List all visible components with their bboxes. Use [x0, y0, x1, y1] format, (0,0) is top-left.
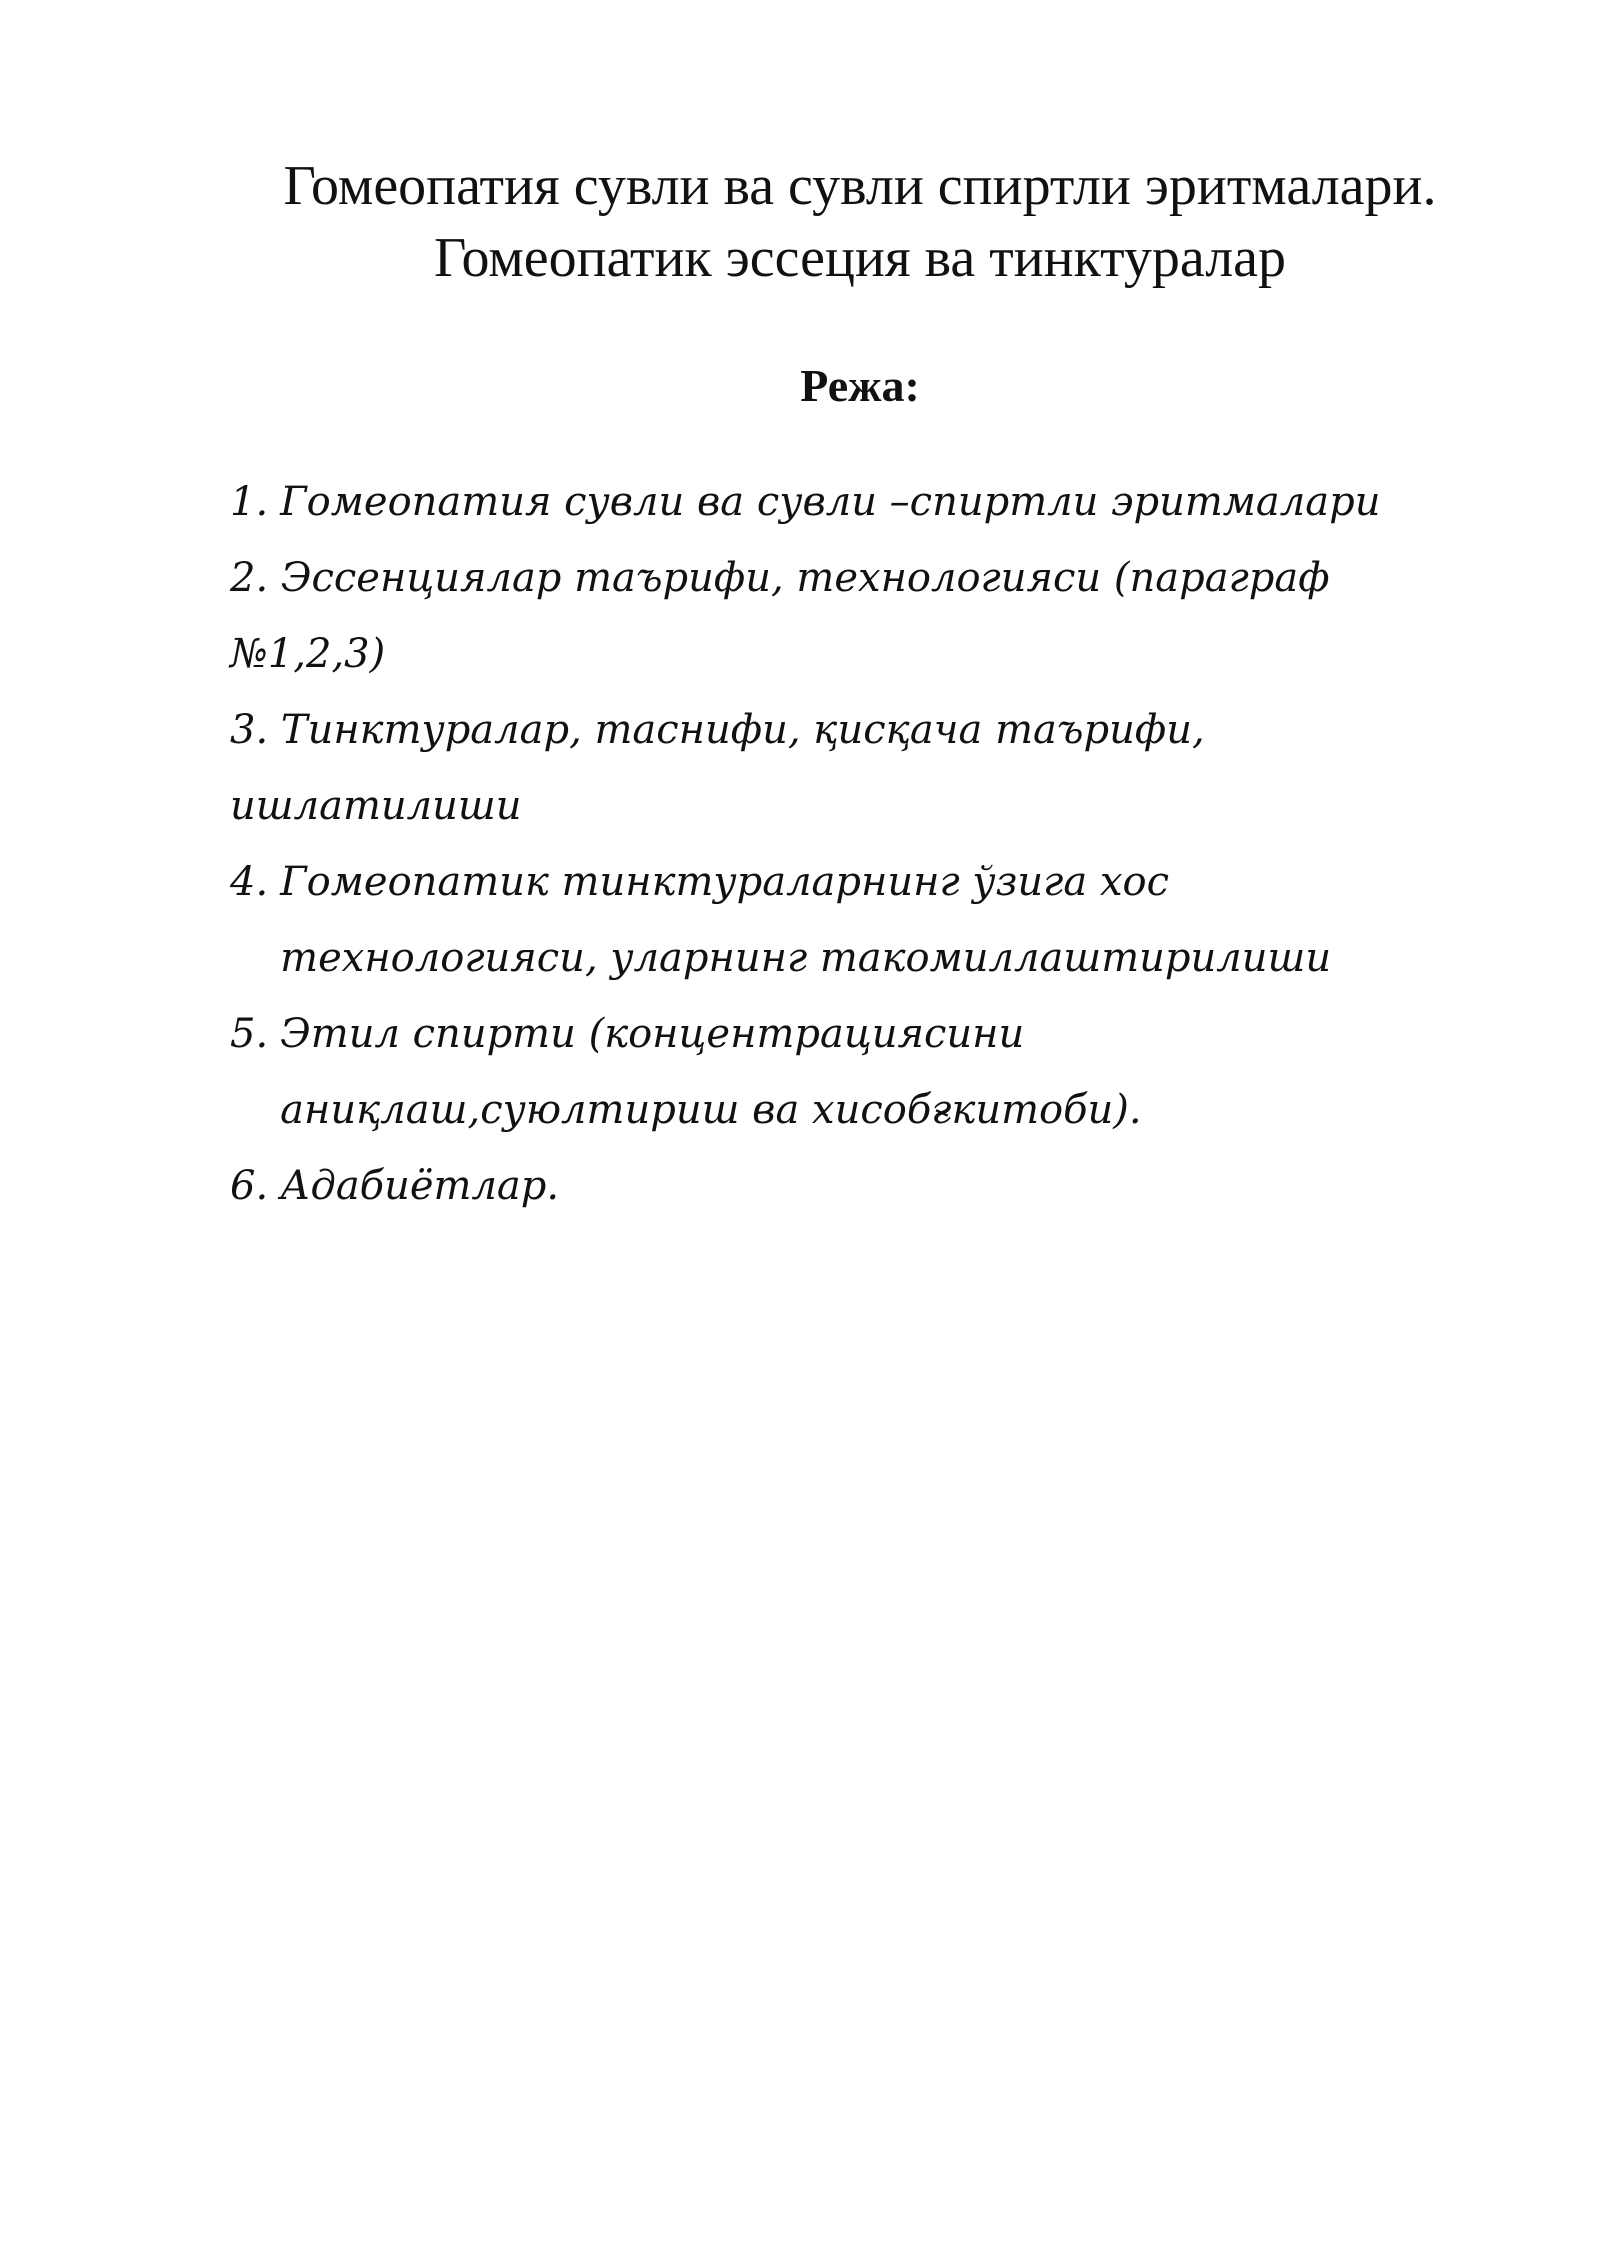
- plan-item-4: [230, 844, 1480, 996]
- plan-list: [230, 464, 1480, 1224]
- plan-item-6: [230, 1148, 1480, 1224]
- plan-item-text: [280, 1148, 1480, 1224]
- plan-item-5: [230, 996, 1480, 1148]
- plan-item-line: аниқлаш,суюлтириш ва хисобғкитоби).: [280, 1087, 1142, 1133]
- plan-item-line: технологияси, уларнинг такомиллаштирилиши: [280, 935, 1332, 981]
- plan-item-number: 5.: [230, 1011, 269, 1057]
- plan-item-number: 3.: [230, 707, 269, 753]
- plan-item-1: [230, 464, 1480, 540]
- plan-item-line: Тинктуралар, таснифи, қисқача таърифи,: [280, 707, 1205, 753]
- plan-item-line: №1,2,3): [230, 631, 386, 677]
- plan-item-line: ишлатилиши: [230, 783, 522, 829]
- plan-item-text: [280, 844, 1480, 996]
- plan-item-line: Гомеопатик тинктураларнинг ўзига хос: [280, 859, 1169, 905]
- plan-item-line: Этил спирти (концентрациясини: [280, 1011, 1025, 1057]
- plan-item-line: Гомеопатия сувли ва сувли –спиртли эритмалари: [280, 479, 1381, 525]
- plan-item-line: Эссенциялар таърифи, технологияси (параграф: [280, 555, 1330, 601]
- plan-item-number: 6.: [230, 1163, 269, 1209]
- plan-item-number: 2.: [230, 555, 269, 601]
- plan-item-number: 1.: [230, 479, 269, 525]
- plan-item-2: [230, 540, 1480, 692]
- plan-item-text: [280, 464, 1480, 540]
- document-title: [200, 150, 1520, 294]
- plan-item-text: [280, 996, 1480, 1148]
- plan-item-number: 4.: [230, 859, 269, 905]
- plan-item-3: [230, 692, 1480, 844]
- document-title-line-2: Гомеопатик эссеция ва тинктуралар: [433, 227, 1286, 289]
- plan-heading: Режа:: [800, 360, 920, 411]
- document-title-line-1: Гомеопатия сувли ва сувли спиртли эритмалари.: [283, 155, 1437, 217]
- plan-item-line: Адабиётлар.: [280, 1163, 560, 1209]
